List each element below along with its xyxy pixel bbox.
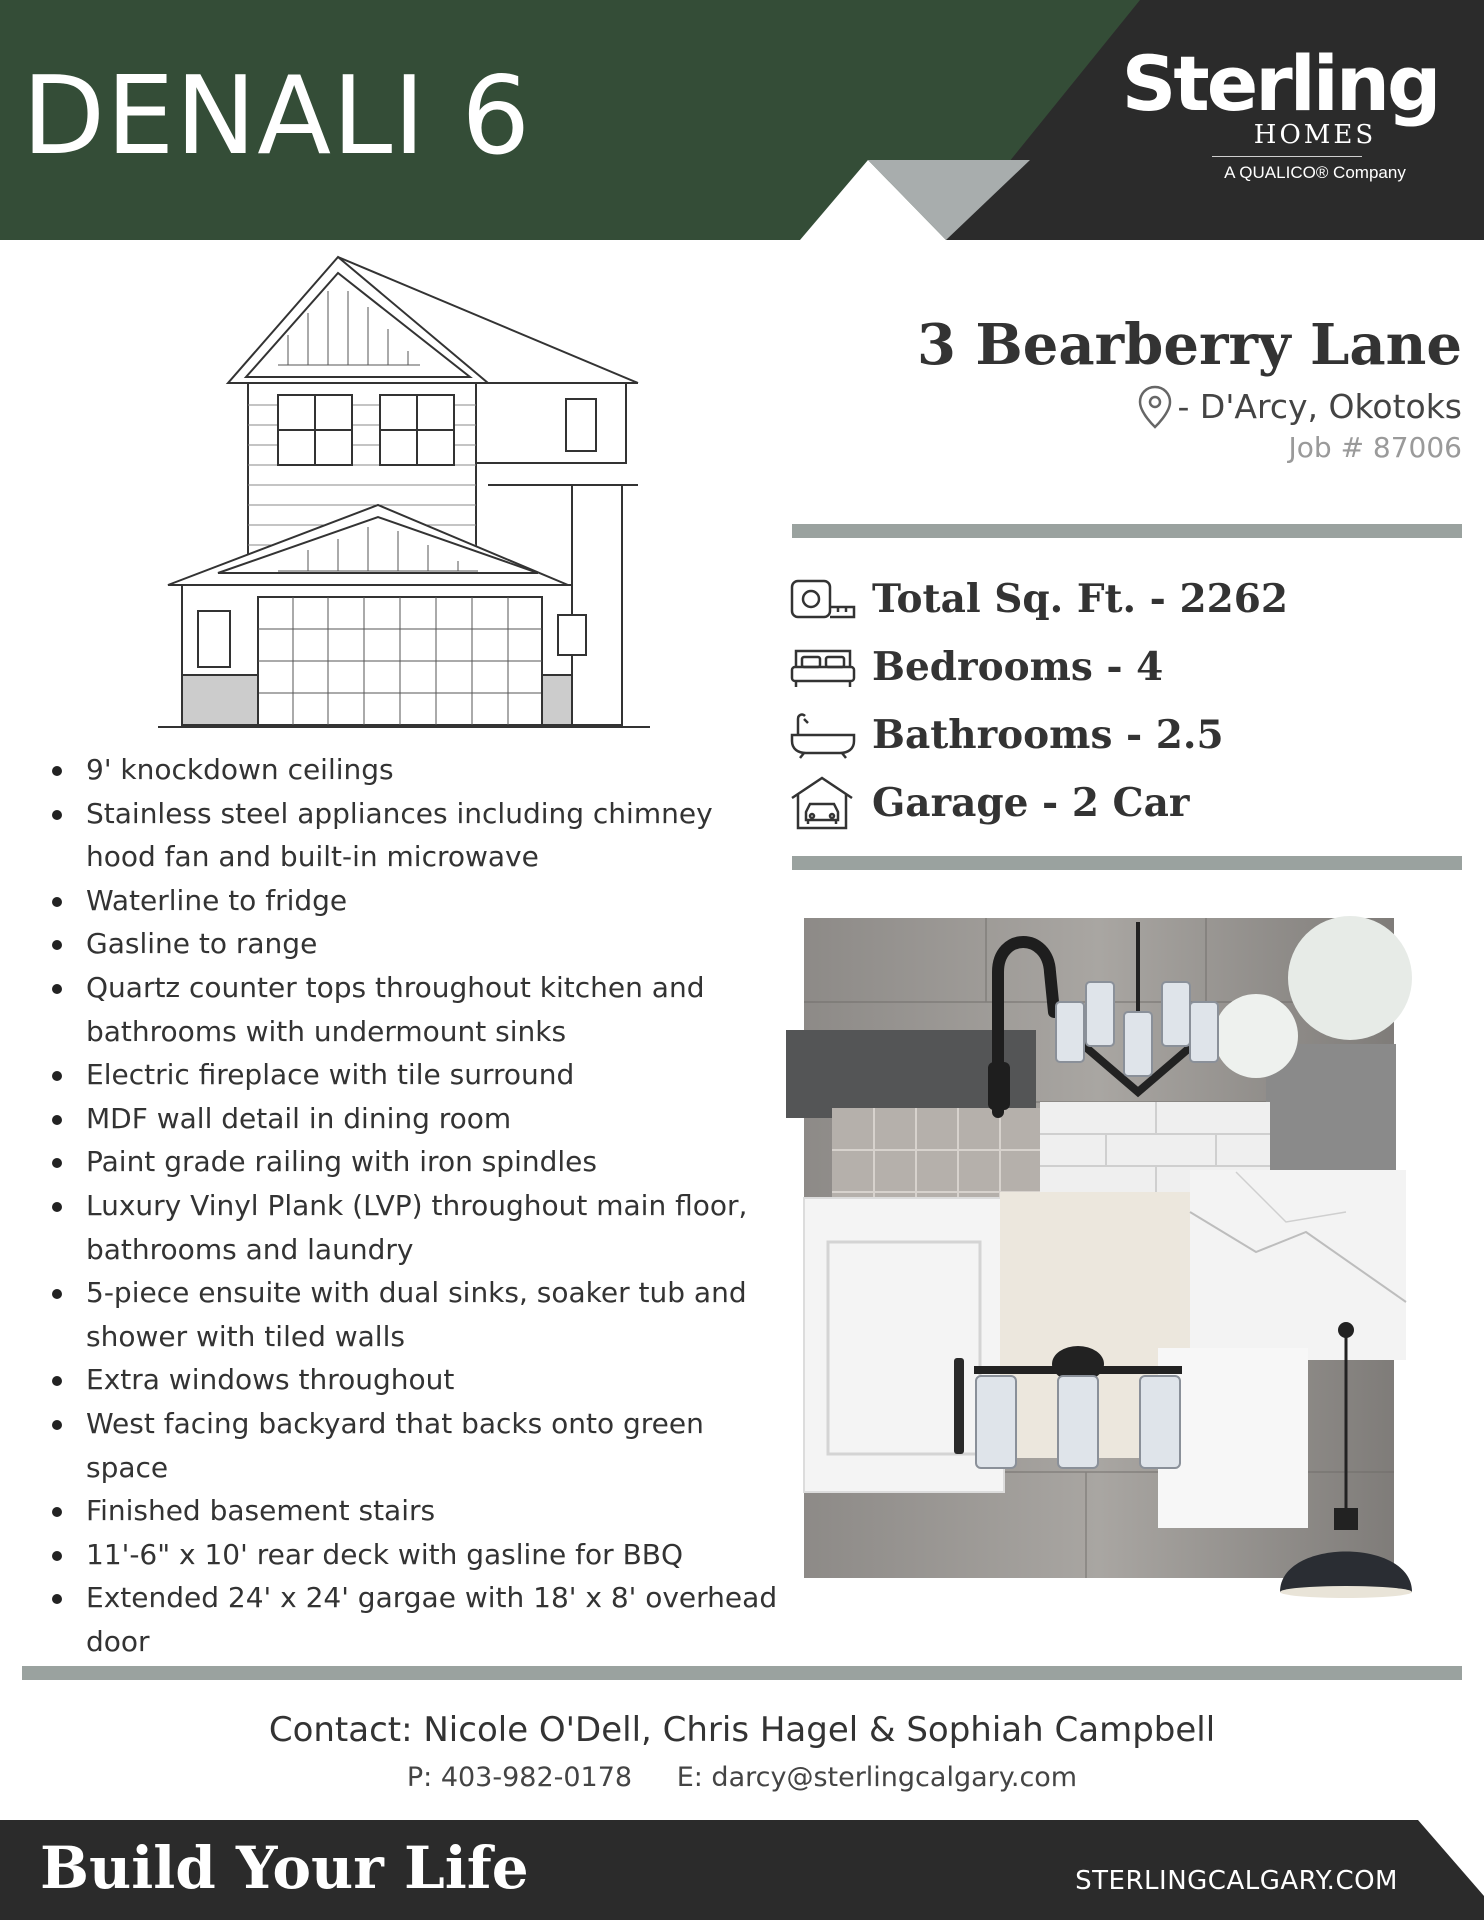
address-block [916, 312, 1462, 464]
list-item: Finished basement stairs [46, 1489, 786, 1533]
tape-measure-icon [790, 577, 856, 621]
list-item: Waterline to fridge [46, 879, 786, 923]
stat-bedrooms [790, 634, 1470, 700]
list-item: Luxury Vinyl Plank (LVP) throughout main floor, bathrooms and laundry [46, 1184, 786, 1271]
divider-top [792, 524, 1462, 538]
footer-website-link[interactable]: STERLINGCALGARY.COM [1075, 1866, 1398, 1896]
stat-bathrooms-label: Bathrooms - 2.5 [872, 712, 1224, 758]
brand-tagline: A QUALICO® Company [1224, 163, 1406, 182]
finishes-mood-board [786, 912, 1426, 1612]
garage-icon [790, 776, 854, 830]
contact-email[interactable]: E: darcy@sterlingcalgary.com [676, 1762, 1078, 1793]
list-item: Extra windows throughout [46, 1358, 786, 1402]
list-item: Stainless steel appliances including chimney hood fan and built-in microwave [46, 792, 786, 879]
address-street: 3 Bearberry Lane [916, 312, 1462, 378]
sterling-homes-logo [1110, 39, 1450, 183]
footer-banner [0, 1820, 1484, 1920]
model-title: DENALI 6 [22, 54, 532, 179]
address-area-row [917, 385, 1462, 429]
stat-garage [790, 770, 1470, 836]
stat-sqft-label: Total Sq. Ft. - 2262 [872, 576, 1288, 622]
house-elevation-drawing [158, 255, 650, 741]
list-item: Gasline to range [46, 922, 786, 966]
job-number: Job # 87006 [1288, 430, 1462, 464]
list-item: 9' knockdown ceilings [46, 748, 786, 792]
bathtub-icon [790, 711, 856, 759]
list-item: West facing backyard that backs onto green space [46, 1402, 786, 1489]
brand-name: Sterling [1121, 39, 1439, 128]
footer-tagline: Build Your Life [40, 1834, 529, 1902]
stat-bathrooms [790, 702, 1470, 768]
brand-divider [1212, 156, 1362, 157]
contact-info [0, 1762, 1484, 1793]
list-item: MDF wall detail in dining room [46, 1097, 786, 1141]
list-item: Extended 24' x 24' gargae with 18' x 8' overhead door [46, 1576, 786, 1663]
divider-bottom [22, 1666, 1462, 1680]
address-area: - D'Arcy, Okotoks [1177, 387, 1462, 427]
list-item: Paint grade railing with iron spindles [46, 1140, 786, 1184]
header-banner [0, 0, 1484, 240]
feature-list [46, 748, 786, 1663]
contact-names: Contact: Nicole O'Dell, Chris Hagel & Sophiah Campbell [268, 1710, 1216, 1750]
mood-board-image [786, 912, 1426, 1612]
stat-sqft [790, 566, 1470, 632]
contact-phone[interactable]: P: 403-982-0178 [406, 1762, 633, 1793]
home-stats [790, 566, 1470, 838]
brand-sub: HOMES [1253, 120, 1377, 150]
house-elevation-icon [158, 255, 650, 741]
list-item: 5-piece ensuite with dual sinks, soaker tub and shower with tiled walls [46, 1271, 786, 1358]
location-pin-icon [1138, 385, 1172, 429]
stat-bedrooms-label: Bedrooms - 4 [872, 644, 1164, 690]
list-item: Electric fireplace with tile surround [46, 1053, 786, 1097]
bed-icon [790, 645, 856, 689]
list-item: 11'-6" x 10' rear deck with gasline for BBQ [46, 1533, 786, 1577]
list-item: Quartz counter tops throughout kitchen and bathrooms with undermount sinks [46, 966, 786, 1053]
stat-garage-label: Garage - 2 Car [872, 780, 1190, 826]
divider-middle [792, 856, 1462, 870]
